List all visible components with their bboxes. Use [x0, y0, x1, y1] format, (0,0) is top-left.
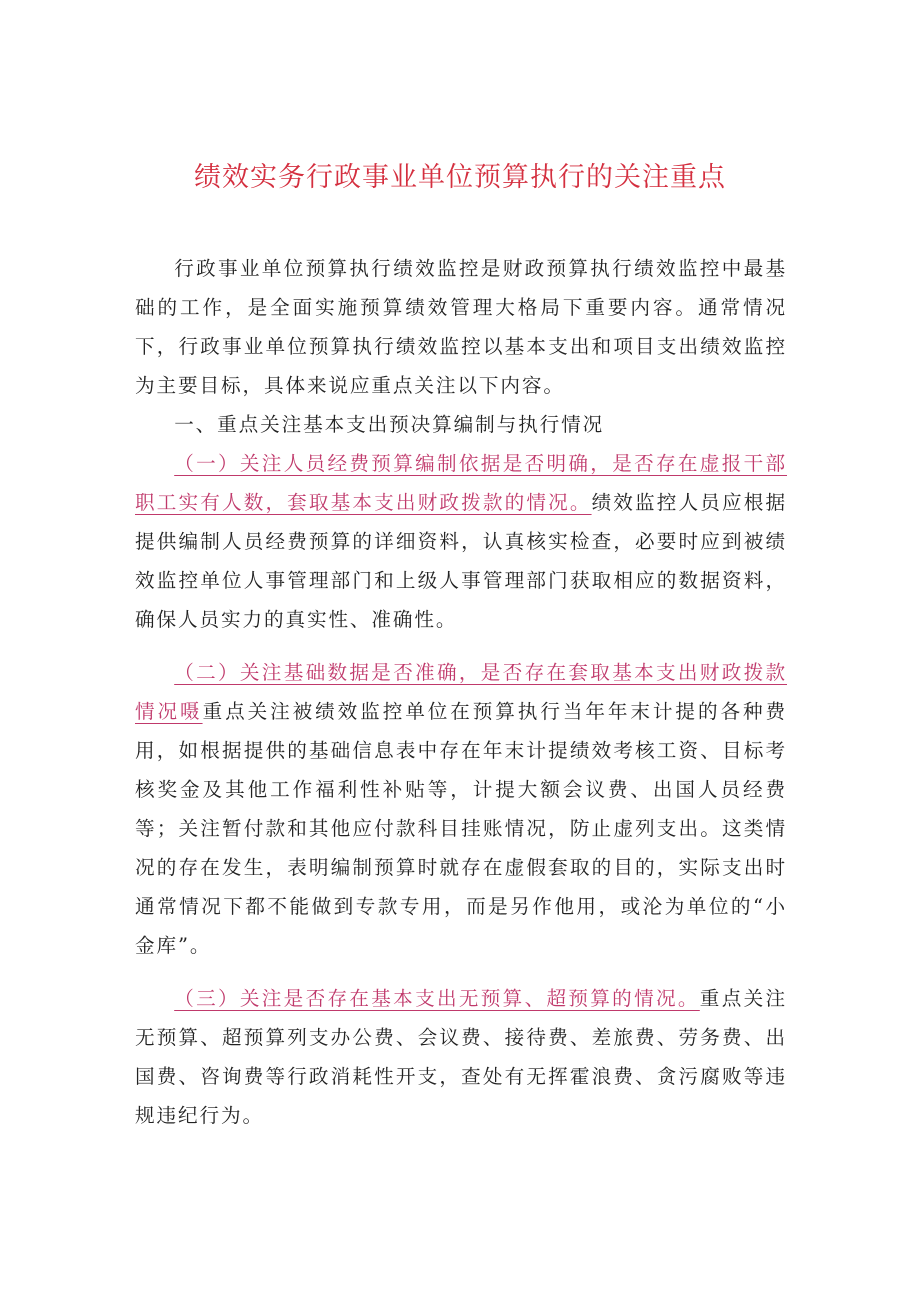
document-title: 绩效实务行政事业单位预算执行的关注重点: [194, 162, 726, 193]
item-1-heading: （一）关注人员经费预算编制依据是否明确，是否存在虚报干部职工实有人数，套取基本支出财政拨款的情况。: [135, 452, 787, 514]
item-3-heading: （三）关注是否存在基本支出无预算、超预算的情况。: [174, 987, 700, 1010]
item-2-paragraph: [135, 653, 787, 965]
item-2-body: 重点关注被绩效监控单位在预算执行当年年末计提的各种费用，如根据提供的基础信息表中存在年末计提绩效考核工资、目标考核奖金及其他工作福利性补贴等，计提大额会议费、出国人员经费等；关注暂付款和其他应付款科目挂账情况，防止虚列支出。这类情况的存在发生，表明编制预算时就存在虚假套取的目的，实际支出时通常情况下都不能做到专款专用，而是另作他用，或沦为单位的“小金库”。: [135, 700, 787, 957]
section-heading-1: 一、重点关注基本支出预决算编制与执行情况: [174, 413, 605, 436]
item-3-body: 重点关注无预算、超预算列支办公费、会议费、接待费、差旅费、劳务费、出国费、咨询费等行政消耗性开支，查处有无挥霍浪费、贪污腐败等违规违纪行为。: [135, 987, 787, 1127]
item-3-paragraph: [135, 979, 787, 1135]
item-2-heading: （二）关注基础数据是否准确，是否存在套取基本支出财政拨款情况嗫: [135, 661, 787, 723]
intro-paragraph: 行政事业单位预算执行绩效监控是财政预算执行绩效监控中最基础的工作，是全面实施预算绩效管理大格局下重要内容。通常情况下，行政事业单位预算执行绩效监控以基本支出和项目支出绩效监控为主要目标，具体来说应重点关注以下内容。: [135, 257, 787, 397]
item-1-body: 绩效监控人员应根据提供编制人员经费预算的详细资料，认真核实检查，必要时应到被绩效监控单位人事管理部门和上级人事管理部门获取相应的数据资料，确保人员实力的真实性、准确性。: [135, 491, 787, 631]
document-body: [135, 249, 787, 1135]
item-1-paragraph: [135, 444, 787, 639]
